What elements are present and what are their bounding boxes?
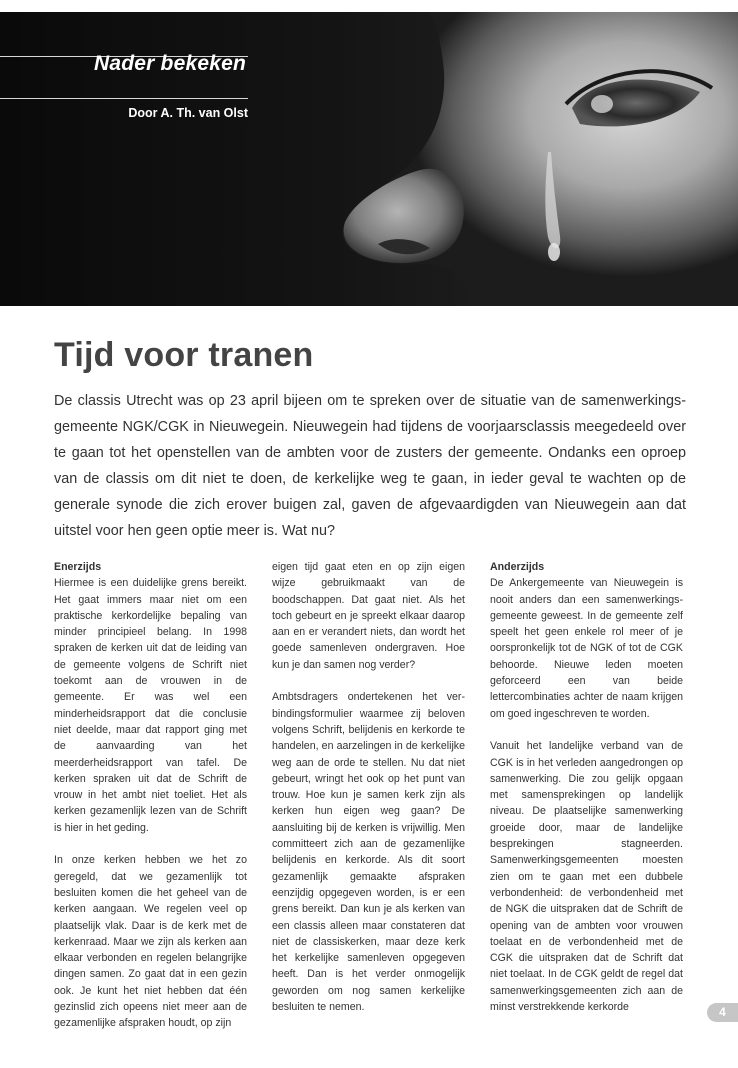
text-column-3: [490, 559, 683, 1032]
paragraph: In onze kerken hebben we het zo geregeld, dat we gezamenlijk tot besluiten komen die het geheel van de kerken aangaan. We regelen veel op plaatselijk vlak. Daar is de kerk met de kerkenraad. Maar we zijn als kerken aan elkaar verbonden en regelen belangrijke dingen samen. Zo gaat dat in een gezin ook. Je kunt het niet hebben dat één gezinslid zich opeens niet meer aan de gezamenlijke afspraken houdt, op zijn: [54, 854, 247, 1030]
paragraph: Vanuit het landelijke verband van de CGK is in het verleden aangedrongen op samenwerking. Die zou gelijk opgaan met samensprekingen op landelijk niveau. De plaatselijke samenwerking groeide door, maar de landelijke besprekingen stagneerden. Samenwerkingsgemeenten moesten zien om te gaan met een dubbele verbondenheid: de verbondenheid met de NGK die uitspraken dat de Schrift de opening van de ambten voor vrouwen toelaat en de verbondenheid met de CGK die uitspraken dat de Schrift dat niet toelaat. In de CGK geldt de regel dat samenwerkingsgemeenten zich aan de minst verstrekkende kerkorde: [490, 740, 683, 1014]
section-title: Nader bekeken: [93, 52, 246, 75]
header-rule-bottom: [0, 98, 248, 99]
subheading: Enerzijds: [54, 561, 102, 573]
paragraph: eigen tijd gaat eten en op zijn eigen wijze gebruikmaakt van de boodschappen. Dat gaat niet. Als het toch gebeurt en je spreekt elkaar daarop aan en er verandert niets, dan wordt het goede samenleven ondergraven. Hoe kun je dan samen nog verder?: [272, 561, 465, 671]
page-number: 4: [707, 1003, 738, 1022]
subheading: Anderzijds: [490, 561, 545, 573]
article-intro: De classis Utrecht was op 23 april bijeen om te spreken over de situatie van de samenwerkings-gemeente NGK/CGK in Nieuwegein. Nieuwegein had tijdens de voorjaarsclassis meegedeeld over te gaan tot het openstellen van de ambten voor de zusters der gemeente. Ondanks een oproep van de classis om dit niet te doen, de kerkelijke weg te gaan, in ieder geval te wachten op de generale synode die zich erover buigen zal, gaven de afgevaardigden van Nieuwegein aan dat uitstel voor hen geen optie meer is. Wat nu?: [54, 393, 686, 539]
article-title: Tijd voor tranen: [54, 336, 314, 374]
paragraph: Hiermee is een duidelijke grens bereikt. Het gaat immers maar niet om een praktische kerkordelijke bepaling van minder principieel belang. In 1998 spraken de kerken uit dat de leiding van de gemeente volgens de Schrift niet toekomt aan de vrouwen in de gemeente. Er was wel een minderheidsrapport dat die conclusie niet deelde, maar dat rapport ging met de aanvaarding van het meerderheidsrapport van tafel. De kerken spraken uit dat de Schrift de vrouw in het ambt niet toeliet. Het als kerken gezamenlijk lezen van de Schrift is hier in het geding.: [54, 577, 247, 834]
paragraph: De Ankergemeente van Nieuwegein is nooit anders dan een samenwerkings-gemeente geweest. In de gemeente zelf speelt het geen enkele rol meer of je oorspronkelijk tot de NGK of tot de CGK behoorde. Nieuwe leden moeten geforceerd een van beide lettercombinaties achter de naam krijgen om goed ingeschreven te worden.: [490, 577, 683, 720]
text-column-1: [54, 559, 247, 1048]
paragraph: Ambtsdragers ondertekenen het ver-bindingsformulier waarmee zij beloven volgens Schrift, belijdenis en kerkorde te handelen, en aarzelingen in de kerkelijke weg aan de orde te stellen. Nu dat niet gebeurt, wringt het ook op het punt van trouw. Hoe kun je samen kerk zijn als kerken hun eigen weg gaan? De aansluiting bij de kerken is vrijwillig. Men committeert zich aan de gezamenlijke belijdenis en kerkorde. Als dit soort gezamenlijk gemaakte afspraken eenzijdig opgegeven worden, is er een grens bereikt. Dan kun je als kerken van een classis alleen maar constateren dat niet de classiskerken, maar deze kerk het kerkelijke samenleven opgegeven heeft. Dan is het verder onmogelijk geworden om nog samen kerkelijke besluiten te nemen.: [272, 691, 465, 1014]
byline: Door A. Th. van Olst: [128, 106, 248, 120]
text-column-2: [272, 559, 465, 1032]
